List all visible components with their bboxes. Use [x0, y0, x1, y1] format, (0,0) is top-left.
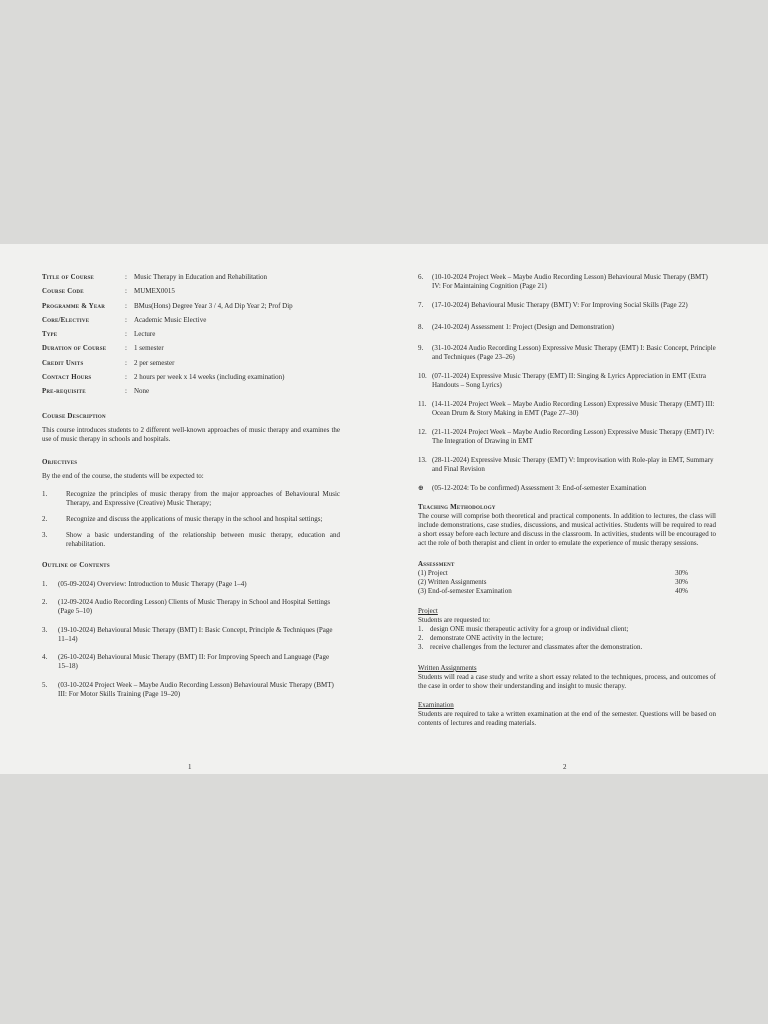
course-info-row [42, 359, 340, 373]
page-2 [418, 273, 716, 728]
course-info-row [42, 316, 340, 330]
item-number: 3. [42, 625, 48, 634]
item-text: (24-10-2024) Assessment 1: Project (Design and Demonstration) [432, 323, 614, 331]
course-info-row [42, 373, 340, 387]
item-number: 3. [42, 530, 48, 539]
item-text: Recognize and discuss the applications of music therapy in the school and hospital settings; [66, 514, 323, 523]
list-item [42, 490, 340, 508]
assessment-weight: 30% [675, 578, 688, 586]
info-value: 2 hours per week x 14 weeks (including examination) [134, 373, 285, 382]
item-text: (12-09-2024 Audio Recording Lesson) Clients of Music Therapy in School and Hospital Settings (Page 5–10) [58, 598, 331, 616]
course-info-row [42, 387, 340, 401]
list-item [418, 273, 716, 291]
info-label: Title of Course [42, 274, 94, 281]
page-1 [42, 273, 340, 708]
written-assignments-heading: Written Assignments [418, 664, 477, 672]
info-label: Course Code [42, 288, 84, 296]
item-number: 13. [418, 456, 427, 464]
info-label: Pre-requisite [42, 388, 86, 396]
course-info-row [42, 302, 340, 316]
list-item [418, 634, 716, 643]
item-text: (19-10-2024) Behavioural Music Therapy (BMT) I: Basic Concept, Principle & Techniques (Page 11–14) [58, 625, 333, 643]
info-label: Contact Hours [42, 374, 92, 382]
list-item [42, 626, 340, 644]
objectives-intro: By the end of the course, the students will be expected to: [42, 471, 204, 480]
outline-list-continued [418, 273, 716, 493]
item-text: (17-10-2024) Behavioural Music Therapy (BMT) V: For Improving Social Skills (Page 22) [432, 301, 688, 309]
list-item [418, 344, 716, 362]
info-colon: : [125, 387, 127, 396]
assessment-weight: 40% [675, 587, 688, 595]
info-colon: : [125, 358, 127, 367]
item-number: 1. [42, 489, 48, 498]
teaching-methodology-text: The course will comprise both theoretical and practical components. In addition to lectures, the class will include demonstrations, case studies, discussions, and musical activities. Students will be required to read a short essay before each lecture and discuss in the classroom. In activities, students will be encouraged to act the role of both therapist and client in order to emulate the experience of music therapy sessions. [418, 512, 716, 547]
course-info-table [42, 273, 340, 402]
project-intro: Students are requested to: [418, 616, 491, 624]
assessment-label: (1) Project [418, 569, 448, 577]
item-number: 6. [418, 273, 424, 281]
item-text: (03-10-2024 Project Week – Maybe Audio Recording Lesson) Behavioural Music Therapy (BMT) III: For Motor Skills Training (Page 19–20) [58, 680, 334, 698]
info-colon: : [125, 373, 127, 382]
item-number: 12. [418, 428, 427, 436]
course-info-row [42, 344, 340, 358]
assessment-weight: 30% [675, 569, 688, 577]
info-value: Academic Music Elective [134, 315, 207, 324]
outline-heading: Outline of Contents [42, 560, 110, 569]
item-number: 2. [418, 634, 424, 642]
item-text: (14-11-2024 Project Week – Maybe Audio Recording Lesson) Expressive Music Therapy (EMT) III: Ocean Drum & Story Making in EMT (Page 27–30) [432, 400, 715, 417]
info-colon: : [125, 301, 127, 310]
assessment-label: (2) Written Assignments [418, 578, 487, 586]
list-item [42, 598, 340, 616]
item-number: 7. [418, 301, 424, 309]
page-number-2: 2 [563, 763, 567, 771]
list-item [42, 531, 340, 549]
list-item [42, 515, 340, 524]
objectives-list [42, 490, 340, 549]
item-number: 10. [418, 372, 427, 380]
info-label: Credit Units [42, 359, 84, 367]
item-number: 1. [42, 579, 48, 588]
info-label: Programme & Year [42, 302, 106, 310]
list-item [418, 484, 716, 493]
course-description-heading: Course Description [42, 411, 106, 420]
assessment-label: (3) End-of-semester Examination [418, 587, 512, 595]
teaching-methodology-heading: Teaching Methodology [418, 503, 496, 511]
item-text: (05-12-2024: To be confirmed) Assessment 3: End-of-semester Examination [432, 484, 647, 492]
examination-heading: Examination [418, 701, 454, 709]
course-info-row [42, 287, 340, 301]
list-item [42, 653, 340, 671]
assessment-table [418, 569, 716, 596]
page-number-1: 1 [188, 763, 192, 771]
info-value: Music Therapy in Education and Rehabilitation [134, 273, 268, 281]
item-text: Recognize the principles of music therapy from the major approaches of Behavioural Music Therapy, and Expressive (Creative) Music Therapy; [66, 489, 340, 507]
info-label: Core/Elective [42, 316, 90, 324]
item-number: 5. [42, 680, 48, 689]
outline-list [42, 580, 340, 699]
objectives-heading: Objectives [42, 457, 78, 466]
assessment-row [418, 578, 688, 587]
item-text: receive challenges from the lecturer and classmates after the demonstration. [430, 643, 643, 651]
list-item [42, 681, 340, 699]
item-number: 9. [418, 344, 424, 352]
course-info-row [42, 273, 340, 287]
item-text: (26-10-2024) Behavioural Music Therapy (BMT) II: For Improving Speech and Language (Page 15–18) [58, 653, 330, 671]
item-text: Show a basic understanding of the relationship between music therapy, education and rehabilitation. [66, 530, 340, 548]
item-number: 4. [42, 653, 48, 662]
list-item [418, 625, 716, 634]
item-text: design ONE music therapeutic activity for a group or individual client; [430, 625, 629, 633]
item-number: 2. [42, 514, 48, 523]
list-item [418, 400, 716, 418]
item-number: 3. [418, 643, 424, 651]
info-label: Duration of Course [42, 345, 107, 353]
info-value: None [134, 387, 150, 396]
examination-text: Students are required to take a written examination at the end of the semester. Questions will be based on contents of lectures and reading materials. [418, 710, 716, 727]
info-value: 1 semester [134, 344, 164, 353]
assessment-row [418, 587, 688, 596]
info-colon: : [125, 287, 127, 296]
info-colon: : [125, 315, 127, 324]
assessment-row [418, 569, 688, 578]
info-value: MUMEX0015 [134, 287, 175, 296]
list-item [418, 372, 716, 390]
list-item [418, 301, 716, 310]
course-description-text: This course introduces students to 2 different well-known approaches of music therapy and examines the use of music therapy in schools and hospitals. [42, 425, 340, 443]
item-text: (10-10-2024 Project Week – Maybe Audio Recording Lesson) Behavioural Music Therapy (BMT) IV: For Maintaining Cognition (Page 21) [432, 273, 708, 290]
course-info-row [42, 330, 340, 344]
item-text: (05-09-2024) Overview: Introduction to Music Therapy (Page 1–4) [58, 579, 247, 588]
written-assignments-text: Students will read a case study and write a short essay related to the techniques, process, and outcomes of the case in order to show their understanding and insight to music therapy. [418, 673, 716, 690]
item-text: (07-11-2024) Expressive Music Therapy (EMT) II: Singing & Lyrics Appreciation in EMT (Extra Handouts – Song Lyrics) [432, 372, 706, 389]
list-item [418, 456, 716, 474]
item-text: (21-11-2024 Project Week – Maybe Audio Recording Lesson) Expressive Music Therapy (EMT) IV: The Integration of Drawing in EMT [432, 428, 715, 445]
list-item [418, 643, 716, 652]
item-number: 11. [418, 400, 427, 408]
info-colon: : [125, 273, 127, 281]
project-heading: Project [418, 607, 438, 615]
list-item [418, 323, 716, 332]
item-text: (28-11-2024) Expressive Music Therapy (EMT) V: Improvisation with Role-play in EMT, Summary and Final Revision [432, 456, 714, 473]
item-number: 1. [418, 625, 424, 633]
info-label: Type [42, 331, 58, 339]
assessment-heading: Assessment [418, 560, 455, 568]
info-value: Lecture [134, 330, 156, 339]
info-value: 2 per semester [134, 358, 175, 367]
info-colon: : [125, 344, 127, 353]
info-colon: : [125, 330, 127, 339]
item-number: 2. [42, 598, 48, 607]
item-number: 8. [418, 323, 424, 331]
item-text: (31-10-2024 Audio Recording Lesson) Expressive Music Therapy (EMT) I: Basic Concept, Principle and Techniques (Page 23–26) [432, 344, 716, 361]
tbc-marker-icon: ⊕ [418, 484, 424, 492]
item-text: demonstrate ONE activity in the lecture; [430, 634, 544, 642]
list-item [418, 428, 716, 446]
list-item [42, 580, 340, 589]
info-value: BMus(Hons) Degree Year 3 / 4, Ad Dip Year 2; Prof Dip [134, 301, 293, 310]
